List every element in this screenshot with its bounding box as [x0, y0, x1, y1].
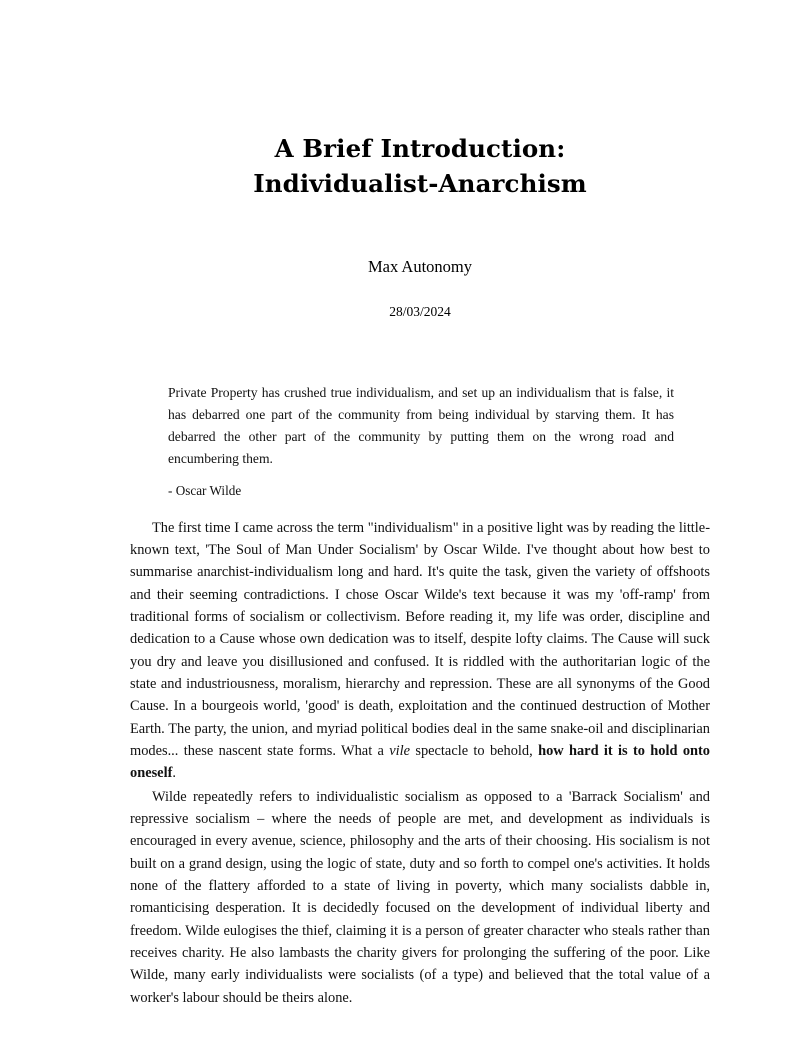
paragraph-1-part-2: spectacle to behold, [410, 742, 539, 759]
paragraph-1-bold: how hard it is to hold onto oneself [130, 742, 711, 782]
paragraph-1-italic: vile [389, 742, 411, 759]
epigraph-attribution: - Oscar Wilde [168, 482, 242, 498]
document-content [130, 0, 710, 1009]
author-name: Max Autonomy [367, 256, 473, 276]
title-block [130, 132, 710, 202]
title-line-1: A Brief Introduction: [274, 134, 566, 163]
epigraph-quote: Private Property has crushed true individualism, and set up an individualism that is false, it has debarred one part of the community from being individual by starving them. It has debarred the other part of the community by putting them on the wrong road and encumbering them. [168, 384, 674, 466]
paragraph-1 [130, 517, 710, 785]
paragraph-1-part-3: . [172, 765, 176, 782]
paragraph-2: Wilde repeatedly refers to individualistic socialism as opposed to a 'Barrack Socialism' and repressive socialism – where the needs of people are met, and development as individuals is encouraged in every avenue, science, philosophy and the arts of their choosing. His socialism is not built on a grand design, using the logic of state, duty and so forth to compel one's activities. It holds none of the flattery afforded to a state of living in poverty, which many socialists dabble in, romanticising desperation. It is decidedly focused on the development of individual liberty and freedom. Wilde eulogises the thief, claiming it is a person of greater character who steals rather than receives charity. He also lambasts the charity givers for prolonging the suffering of the poor. Like Wilde, many early individualists were socialists (of a type) and believed that the total value of a worker's labour should be theirs alone. [130, 788, 710, 1006]
page-title [130, 132, 710, 202]
paragraph-1-part-1: The first time I came across the term "individualism" in a positive light was by reading the little-known text, 'The Soul of Man Under Socialism' by Oscar Wilde. I've thought about how best to summarise anarchist-individualism long and hard. It's quite the task, given the variety of offshoots and their seeming contradictions. I chose Oscar Wilde's text because it was my 'off-ramp' from traditional forms of socialism or collectivism. Before reading it, my life was order, discipline and dedication to a Cause whose own dedication was to itself, despite lofty claims. The Cause will suck you dry and leave you disillusioned and confused. It is riddled with the authoritarian logic of the state and industriousness, moralism, hierarchy and repression. These are all synonyms of the Good Cause. In a bourgeois world, 'good' is death, exploitation and the continued destruction of Mother Earth. The party, the union, and myriad political bodies deal in the same snake-oil and disciplinarian modes... these nascent state forms. What a [130, 519, 710, 759]
document-date: 28/03/2024 [389, 303, 451, 319]
body-text [130, 517, 710, 1009]
title-line-2: Individualist-Anarchism [253, 168, 587, 198]
